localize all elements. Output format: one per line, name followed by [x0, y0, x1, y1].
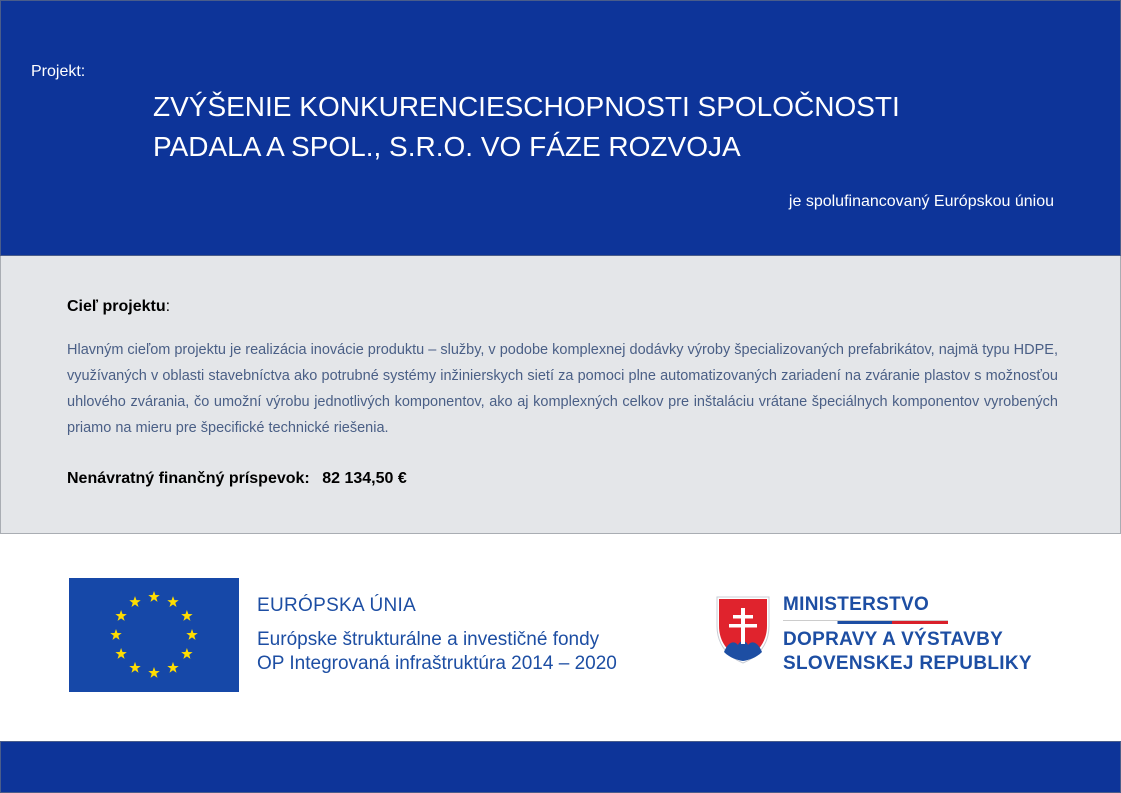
eu-stars	[69, 578, 239, 692]
eu-star-icon	[115, 610, 126, 621]
project-title-line2: PADALA A SPOL., S.R.O. VO FÁZE ROZVOJA	[153, 131, 741, 162]
project-goal-section	[0, 256, 1121, 534]
project-title	[153, 87, 1053, 167]
ministry-line1: DOPRAVY A VÝSTAVBY	[783, 629, 1004, 650]
eu-logo-text	[257, 594, 617, 676]
eu-star-icon	[129, 596, 140, 607]
ministry-line2: SLOVENSKEJ REPUBLIKY	[783, 653, 1032, 674]
eu-star-icon	[115, 648, 126, 659]
eu-star-icon	[129, 662, 140, 673]
contribution-label: Nenávratný finančný príspevok:	[67, 470, 310, 487]
ministry-title: MINISTERSTVO	[783, 594, 930, 615]
goal-heading-colon: :	[165, 298, 171, 315]
goal-heading-text: Cieľ projektu	[67, 298, 166, 315]
eu-programme-line: OP Integrovaná infraštruktúra 2014 – 2020	[257, 653, 617, 674]
project-title-line1: ZVÝŠENIE KONKURENCIESCHOPNOSTI SPOLOČNOSTI	[153, 91, 900, 122]
eu-star-icon	[167, 662, 178, 673]
eu-star-icon	[148, 667, 159, 678]
eu-flag-icon	[69, 578, 239, 692]
slovak-coat-of-arms-icon	[716, 596, 770, 664]
ministry-logo-text	[783, 592, 1032, 676]
contribution-line	[67, 470, 407, 488]
eu-star-icon	[181, 610, 192, 621]
eu-star-icon	[167, 596, 178, 607]
project-label: Projekt:	[31, 63, 86, 80]
goal-description: Hlavným cieľom projektu je realizácia inovácie produktu – služby, v podobe komplexnej dodávky výroby špecializovaných prefabrikátov, najmä typu HDPE, využívaných v oblasti stavebníctva ako potrubné systémy inžinierskych sietí za pomoci plne automatizovaných zariadení na zváranie plastov s možnosťou uhlového zvárania, čo umožní výrobu jednotlivých komponentov, ako aj komplexných celkov pre inštaláciu vrátane špeciálnych komponentov vyrobených priamo na mieru pre špecifické technické riešenia.	[67, 342, 1058, 436]
logos-strip	[0, 534, 1121, 741]
cofinanced-note: je spolufinancovaný Európskou úniou	[788, 193, 1054, 210]
contribution-amount: 82 134,50 €	[322, 470, 407, 487]
goal-heading	[67, 298, 170, 316]
eu-funds-line: Európske štrukturálne a investičné fondy	[257, 629, 600, 650]
eu-star-icon	[186, 629, 197, 640]
project-banner	[0, 0, 1121, 256]
eu-star-icon	[181, 648, 192, 659]
eu-title: EURÓPSKA ÚNIA	[257, 595, 417, 616]
eu-star-icon	[110, 629, 121, 640]
bottom-bar	[0, 741, 1121, 793]
ministry-tricolor-rule	[783, 620, 948, 624]
eu-star-icon	[148, 591, 159, 602]
